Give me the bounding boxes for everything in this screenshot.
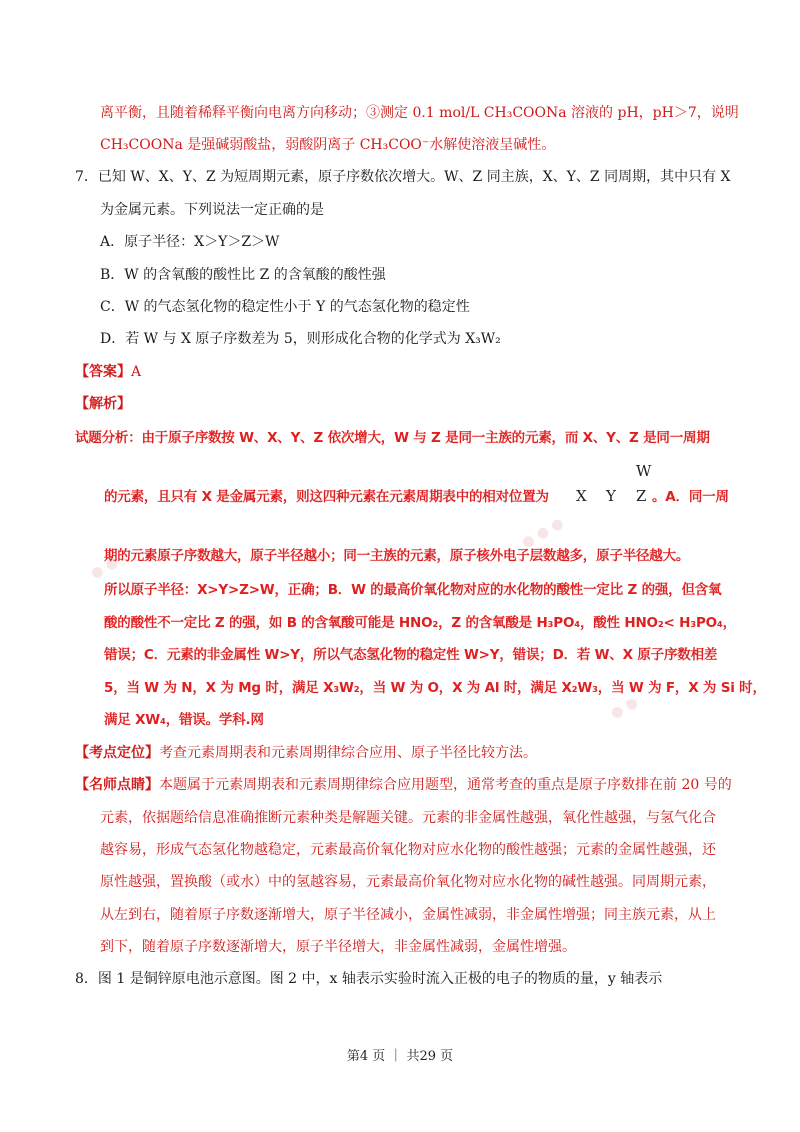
mingshi-line-3: 越容易，形成气态氢化物越稳定，元素最高价氧化物对应水化物的酸性越强；元素的金属性越强，还 [100, 842, 716, 858]
watermark: ● ● [87, 553, 121, 583]
page-footer: 第4 页 ｜ 共29 页 [346, 1049, 454, 1064]
q8-stem-line-1: 8．图 1 是铜锌原电池示意图。图 2 中，x 轴表示实验时流入正极的电子的物质的量，y 轴表示 [75, 971, 663, 987]
watermark: ● ● [607, 693, 641, 723]
top-line-1: 离平衡，且随着稀释平衡向电离方向移动；③测定 0.1 mol/L CH₃COONa 溶液的 pH，pH＞7，说明 [100, 105, 739, 121]
kaodian-line [75, 743, 537, 763]
mingshi-label: 【名师点睛】 [75, 777, 159, 793]
answer-label: 【答案】 [75, 364, 131, 380]
analysis-line-3: 期的元素原子序数越大，原子半径越小；同一主族的元素，原子核外电子层数越多，原子半径越大。 [104, 548, 690, 564]
mingshi-line-4: 原性越强，置换酸（或水）中的氢越容易，元素最高价氧化物对应水化物的碱性越强。同周期元素， [100, 874, 716, 890]
analysis-line-4: 所以原子半径：X>Y>Z>W，正确；B．W 的最高价氧化物对应的水化物的酸性一定比 Z 的强，但含氧 [104, 582, 722, 598]
analysis-line-2-tail: 。A．同一周 [652, 489, 729, 505]
mingshi-line-2: 元素，依据题给信息准确推断元素种类是解题关键。元素的非金属性越强，氧化性越强，与氢气化合 [100, 810, 716, 826]
grid-z: Z [636, 487, 647, 505]
top-line-2: CH₃COONa 是强碱弱酸盐，弱酸阴离子 CH₃COO⁻水解使溶液呈碱性。 [100, 137, 556, 153]
q7-stem-line-2: 为金属元素。下列说法一定正确的是 [100, 202, 324, 218]
analysis-line-5: 酸的酸性不一定比 Z 的强，如 B 的含氧酸可能是 HNO₂，Z 的含氧酸是 H₃PO₄，酸性 HNO₂< H₃PO₄， [104, 615, 736, 631]
q7-stem-line-1: 7．已知 W、X、Y、Z 为短周期元素，原子序数依次增大。W、Z 同主族，X、Y、Z 同周期，其中只有 X [75, 169, 731, 185]
analysis-line-1: 试题分析：由于原子序数按 W、X、Y、Z 依次增大，W 与 Z 是同一主族的元素，而 X、Y、Z 是同一周期 [75, 430, 710, 446]
q7-option-d: D．若 W 与 X 原子序数差为 5，则形成化合物的化学式为 X₃W₂ [100, 331, 501, 347]
mingshi-line-1 [75, 775, 732, 795]
analysis-label: 【解析】 [75, 396, 131, 412]
grid-w: W [636, 462, 652, 480]
grid-y: Y [606, 487, 616, 505]
kaodian-label: 【考点定位】 [75, 745, 159, 761]
mingshi-line-6: 到下，随着原子序数逐渐增大，原子半径增大，非金属性减弱，金属性增强。 [100, 939, 576, 955]
answer-line [75, 362, 141, 382]
q7-option-b: B．W 的含氧酸的酸性比 Z 的含氧酸的酸性强 [100, 267, 386, 283]
answer-value: A [131, 364, 142, 380]
analysis-line-6: 错误；C．元素的非金属性 W>Y，所以气态氢化物的稳定性 W>Y，错误；D．若 W、X 原子序数相差 [104, 647, 718, 663]
mingshi-text-1: 本题属于元素周期表和元素周期律综合应用题型，通常考查的重点是原子序数排在前 20 号的 [159, 777, 732, 793]
q7-option-c: C．W 的气态氢化物的稳定性小于 Y 的气态氢化物的稳定性 [100, 299, 470, 315]
q7-option-a: A．原子半径：X＞Y＞Z＞W [100, 234, 280, 250]
analysis-line-8: 满足 XW₄，错误。学科.网 [104, 712, 264, 728]
grid-x: X [576, 487, 587, 505]
watermark: ● ● ● [519, 514, 567, 552]
analysis-line-7: 5，当 W 为 N，X 为 Mg 时，满足 X₃W₂，当 W 为 O，X 为 Al 时，满足 X₂W₃，当 W 为 F，X 为 Si 时， [104, 680, 766, 696]
mingshi-line-5: 从左到右，随着原子序数逐渐增大，原子半径减小，金属性减弱，非金属性增强；同主族元素，从上 [100, 907, 716, 923]
analysis-line-2: 的元素，且只有 X 是金属元素，则这四种元素在元素周期表中的相对位置为 [104, 489, 549, 505]
kaodian-text: 考查元素周期表和元素周期律综合应用、原子半径比较方法。 [159, 745, 537, 761]
